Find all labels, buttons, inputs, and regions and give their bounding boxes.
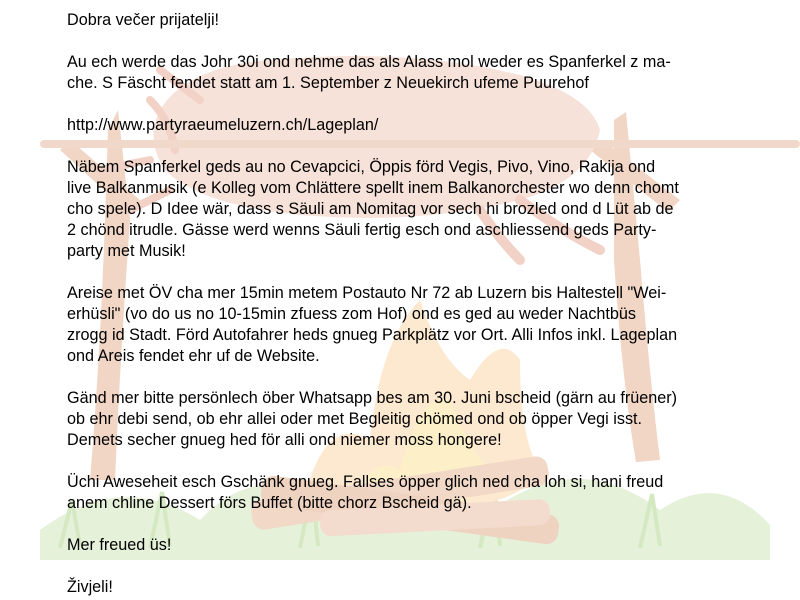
food-line: live Balkanmusik (e Kolleg vom Chlättere spellt inem Balkanorchester wo denn chomt [67,179,679,197]
gift-line: Üchi Aweseheit esch Gschänk gnueg. Fallses öpper glich ned cha loh si, hani freud [67,473,664,491]
food-line: party met Musik! [67,242,186,260]
location-link[interactable]: http://www.partyraeumeluzern.ch/Lageplan/ [67,116,379,134]
signoff: Živjeli! [67,578,113,596]
food-paragraph [67,157,747,262]
travel-line: ond Areis fendet ehr uf de Website. [67,347,320,365]
travel-line: Areise met ÖV cha mer 15min metem Postauto Nr 72 ab Luzern bis Haltestell "Wei- [67,284,667,302]
rsvp-line: Demets secher gnueg hed för alli ond niemer moss hongere! [67,431,502,449]
travel-line: zrogg id Stadt. Förd Autofahrer heds gnueg Parkplätz vor Ort. Alli Infos inkl. Lageplan [67,326,678,344]
intro-line: che. S Fäscht fendet statt am 1. September z Neuekirch ufeme Puurehof [67,74,589,92]
gift-line: anem chline Dessert förs Buffet (bitte chorz Bscheid gä). [67,494,472,512]
invitation-letter [67,10,747,598]
food-line: cho spele). D Idee wär, dass s Säuli am Nomitag vor sech hi brozled ond d Lüt ab de [67,200,674,218]
rsvp-line: Gänd mer bitte persönlech öber Whatsapp bes am 30. Juni bscheid (gärn au früener) [67,389,678,407]
greeting: Dobra večer prijatelji! [67,11,220,29]
intro-paragraph [67,52,747,94]
intro-line: Au ech werde das Johr 30i ond nehme das als Alass mol weder es Spanferkel z ma- [67,53,671,71]
travel-line: erhüsli" (vo do us no 10-15min zfuess zom Hof) ond es ged au weder Nachtbüs [67,305,637,323]
food-line: Näbem Spanferkel geds au no Cevapcici, Öppis förd Vegis, Pivo, Vino, Rakija ond [67,158,656,176]
rsvp-paragraph [67,388,747,451]
food-line: 2 chönd itrudle. Gässe werd wenns Säuli fertig esch ond aschliessend geds Party- [67,221,657,239]
gift-paragraph [67,472,747,514]
travel-paragraph [67,283,747,367]
closing-line: Mer freued üs! [67,536,172,554]
rsvp-line: ob ehr debi send, ob ehr allei oder met Begleitig chömed ond ob öpper Vegi isst. [67,410,643,428]
